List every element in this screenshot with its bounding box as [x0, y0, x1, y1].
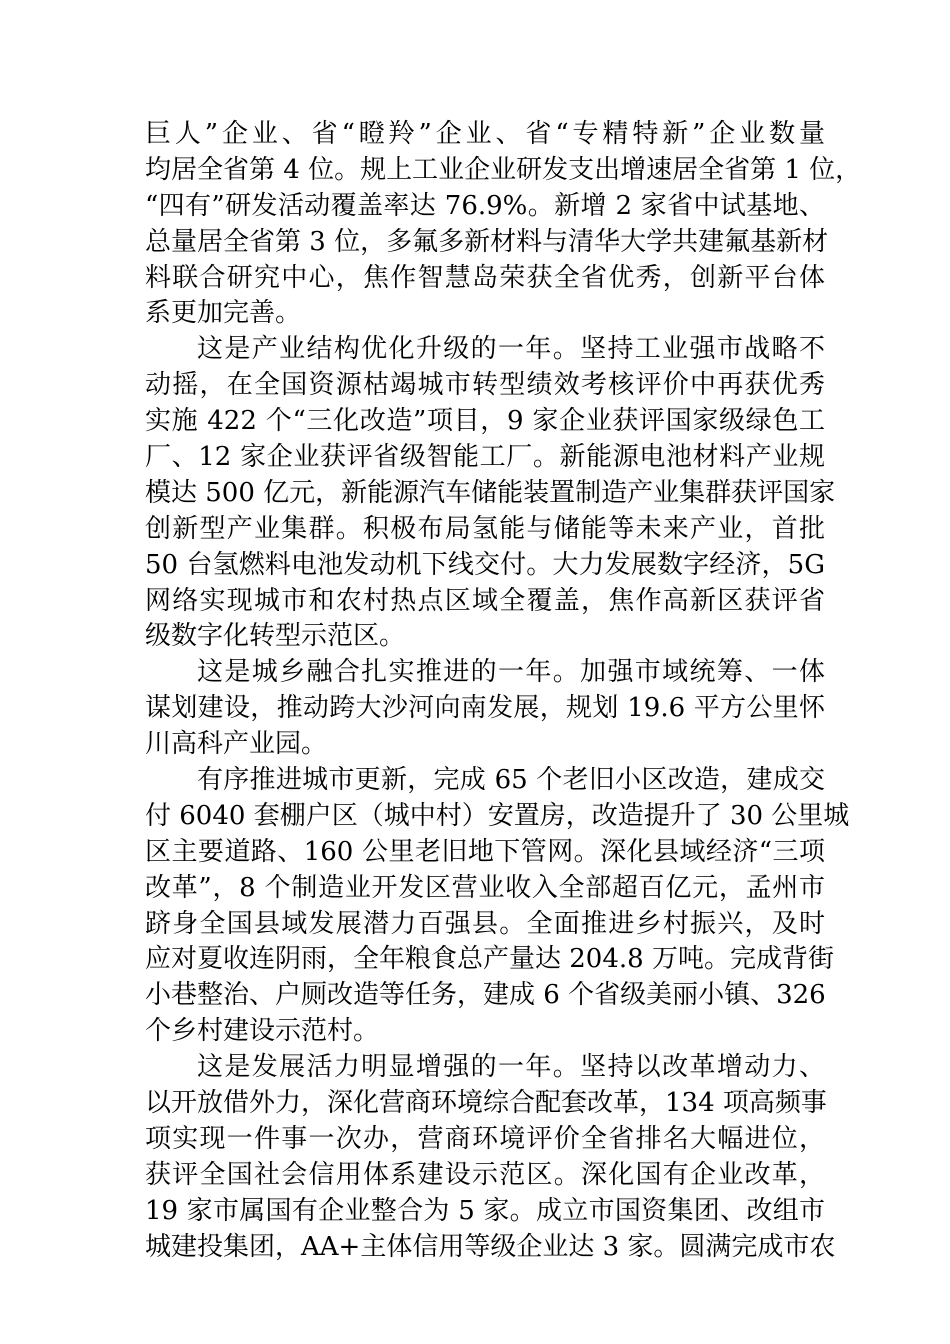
text-line: 项实现一件事一次办，营商环境评价全省排名大幅进位， [145, 1123, 825, 1154]
paragraph-first-line: 这是城乡融合扎实推进的一年。加强市域统筹、一体 [197, 657, 825, 688]
text-line: 巨人”企业、省“瞪羚”企业、省“专精特新”企业数量 [145, 119, 825, 149]
text-line: 系更加完善。 [145, 298, 302, 329]
text-line: 总量居全省第 3 位，多氟多新材料与清华大学共建氟基新材 [145, 226, 829, 257]
text-line: “四有”研发活动覆盖率达 76.9%。新增 2 家省中试基地、 [145, 190, 825, 221]
text-line: 厂、12 家企业获评省级智能工厂。新能源电池材料产业规 [145, 442, 825, 473]
text-line: 跻身全国县域发展潜力百强县。全面推进乡村振兴，及时 [145, 908, 825, 939]
text-line: 均居全省第 4 位。规上工业企业研发支出增速居全省第 1 位， [145, 154, 862, 185]
text-line: 网络实现城市和农村热点区域全覆盖，焦作高新区获评省 [145, 585, 825, 616]
text-line: 以开放借外力，深化营商环境综合配套改革，134 项高频事 [145, 1088, 827, 1119]
text-line: 应对夏收连阴雨，全年粮食总产量达 204.8 万吨。完成背街 [145, 944, 834, 975]
text-line: 付 6040 套棚户区（城中村）安置房，改造提升了 30 公里城 [145, 800, 850, 831]
paragraph-first-line: 这是产业结构优化升级的一年。坚持工业强市战略不 [197, 334, 825, 365]
text-line: 区主要道路、160 公里老旧地下管网。深化县域经济“三项 [145, 836, 825, 867]
text-line: 实施 422 个“三化改造”项目，9 家企业获评国家级绿色工 [145, 406, 825, 437]
text-line: 小巷整治、户厕改造等任务，建成 6 个省级美丽小镇、326 [145, 980, 826, 1011]
text-line: 川高科产业园。 [145, 729, 328, 760]
document-body [145, 117, 862, 1266]
text-line: 谋划建设，推动跨大沙河向南发展，规划 19.6 平方公里怀 [145, 693, 825, 724]
text-line: 动摇，在全国资源枯竭城市转型绩效考核评价中再获优秀 [145, 370, 825, 401]
text-line: 模达 500 亿元，新能源汽车储能装置制造产业集群获评国家 [145, 477, 836, 508]
text-line: 50 台氢燃料电池发动机下线交付。大力发展数字经济，5G [145, 549, 825, 580]
text-line: 19 家市属国有企业整合为 5 家。成立市国资集团、改组市 [145, 1195, 825, 1226]
text-line: 获评全国社会信用体系建设示范区。深化国有企业改革， [145, 1159, 825, 1190]
text-line: 个乡村建设示范村。 [145, 1016, 380, 1047]
text-line: 创新型产业集群。积极布局氢能与储能等未来产业，首批 [145, 513, 825, 544]
paragraph-first-line: 这是发展活力明显增强的一年。坚持以改革增动力、 [197, 1052, 825, 1083]
text-line: 料联合研究中心，焦作智慧岛荣获全省优秀，创新平台体 [145, 262, 825, 293]
text-line: 改革”，8 个制造业开发区营业收入全部超百亿元，孟州市 [145, 872, 825, 903]
text-line: 城建投集团，AA+主体信用等级企业达 3 家。圆满完成市农 [145, 1231, 836, 1262]
paragraph-first-line: 有序推进城市更新，完成 65 个老旧小区改造，建成交 [197, 765, 825, 796]
text-line: 级数字化转型示范区。 [145, 621, 406, 652]
